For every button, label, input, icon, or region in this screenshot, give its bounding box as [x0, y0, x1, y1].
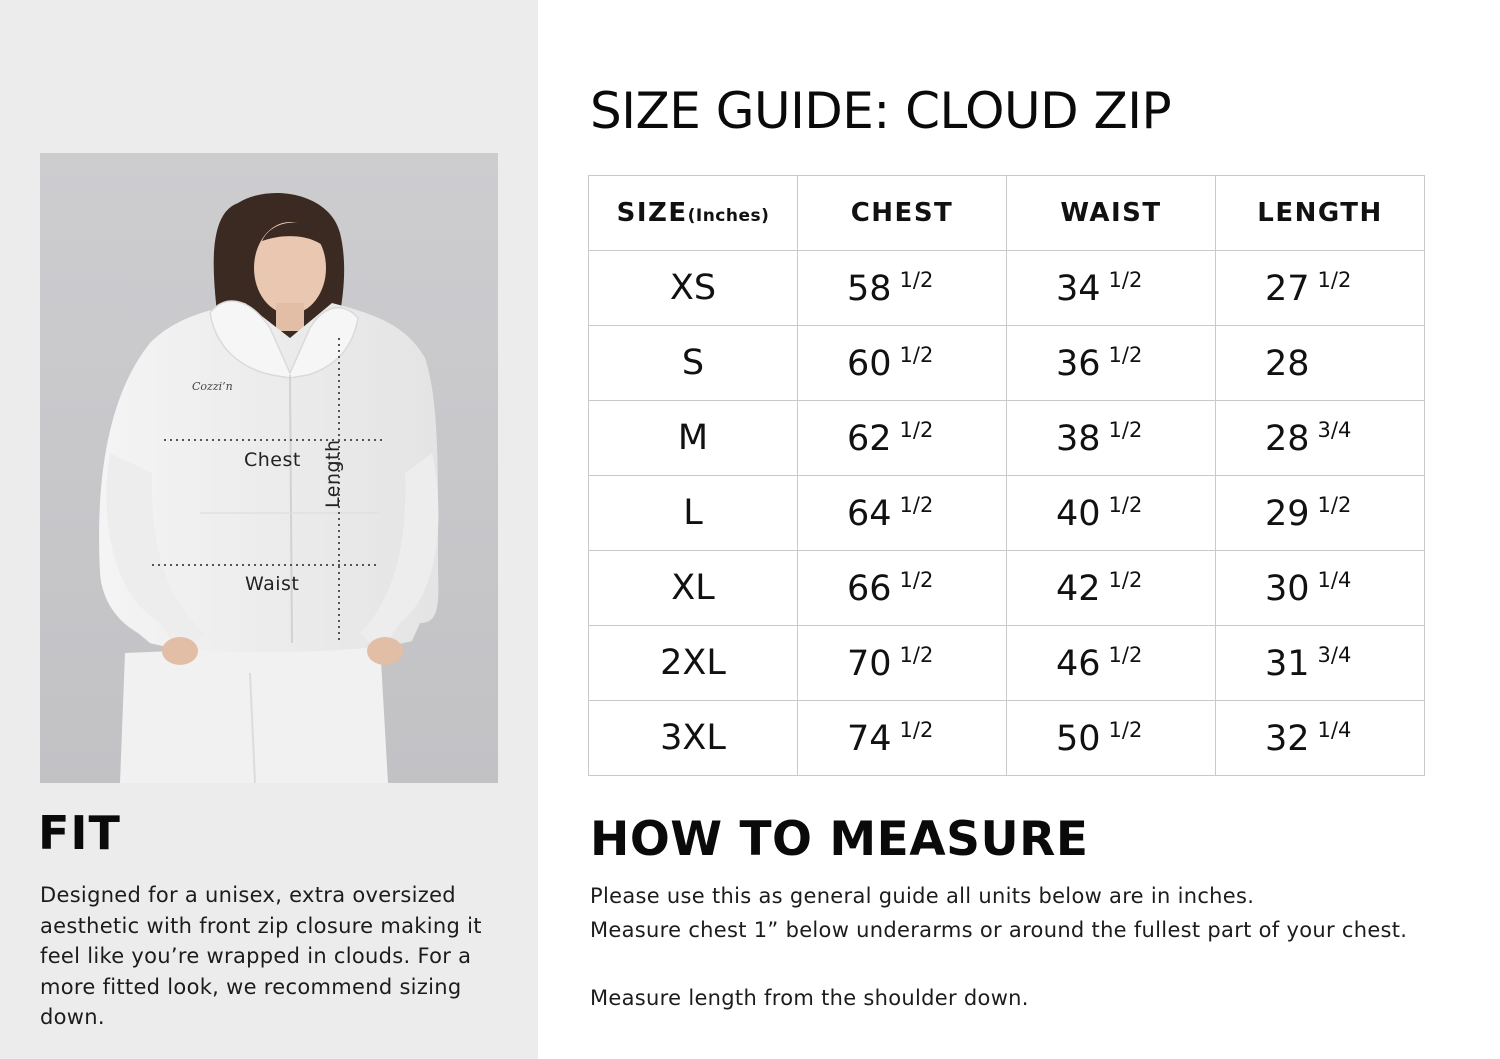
- chest-cell: 62 $^{1/2}$: [798, 401, 1007, 476]
- table-row: [589, 626, 1425, 701]
- photo-brand-logo: Cozzi’n: [192, 380, 233, 393]
- table-row: [589, 326, 1425, 401]
- waist-label: Waist: [245, 573, 300, 595]
- chest-cell: 64 $^{1/2}$: [798, 476, 1007, 551]
- length-cell: 27 $^{1/2}$: [1216, 251, 1425, 326]
- size-cell: 2XL: [589, 626, 798, 701]
- chest-cell: 70 $^{1/2}$: [798, 626, 1007, 701]
- header-length: LENGTH: [1216, 176, 1425, 251]
- size-cell: L: [589, 476, 798, 551]
- howto-line-general: Please use this as general guide all units below are in inches.: [590, 884, 1255, 908]
- chest-cell: 66 $^{1/2}$: [798, 551, 1007, 626]
- chest-cell: 74 $^{1/2}$: [798, 701, 1007, 776]
- length-cell: 28 $^{3/4}$: [1216, 401, 1425, 476]
- fit-description: Designed for a unisex, extra oversized aesthetic with front zip closure making it feel like you’re wrapped in clouds. For a more fitted look, we recommend sizing down.: [40, 883, 482, 1029]
- length-cell: 31 $^{3/4}$: [1216, 626, 1425, 701]
- waist-cell: 34 $^{1/2}$: [1007, 251, 1216, 326]
- table-row: [589, 476, 1425, 551]
- howto-line-chest: Measure chest 1” below underarms or around the fullest part of your chest.: [590, 918, 1408, 942]
- header-size: SIZE(Inches): [589, 176, 798, 251]
- table-row: [589, 701, 1425, 776]
- length-cell: 30 $^{1/4}$: [1216, 551, 1425, 626]
- length-label: Length: [322, 439, 344, 508]
- size-cell: XS: [589, 251, 798, 326]
- table-header-row: [589, 176, 1425, 251]
- howto-line-length: Measure length from the shoulder down.: [590, 986, 1029, 1010]
- header-size-unit: (Inches): [687, 206, 770, 226]
- size-table: [588, 175, 1425, 776]
- fit-title: FIT: [38, 806, 121, 860]
- fit-panel: [0, 0, 538, 1059]
- how-to-measure-title: HOW TO MEASURE: [590, 812, 1089, 867]
- waist-cell: 38 $^{1/2}$: [1007, 401, 1216, 476]
- size-guide-title: SIZE GUIDE: CLOUD ZIP: [590, 82, 1172, 140]
- table-row: [589, 401, 1425, 476]
- table-row: [589, 251, 1425, 326]
- waist-cell: 46 $^{1/2}$: [1007, 626, 1216, 701]
- waist-cell: 42 $^{1/2}$: [1007, 551, 1216, 626]
- size-cell: 3XL: [589, 701, 798, 776]
- chest-cell: 60 $^{1/2}$: [798, 326, 1007, 401]
- length-cell: 32 $^{1/4}$: [1216, 701, 1425, 776]
- product-photo: [40, 153, 498, 783]
- chest-label: Chest: [244, 449, 301, 471]
- waist-cell: 40 $^{1/2}$: [1007, 476, 1216, 551]
- header-chest: CHEST: [798, 176, 1007, 251]
- size-cell: XL: [589, 551, 798, 626]
- length-cell: 28: [1216, 326, 1425, 401]
- size-cell: M: [589, 401, 798, 476]
- length-cell: 29 $^{1/2}$: [1216, 476, 1425, 551]
- size-cell: S: [589, 326, 798, 401]
- header-waist: WAIST: [1007, 176, 1216, 251]
- waist-cell: 50 $^{1/2}$: [1007, 701, 1216, 776]
- table-row: [589, 551, 1425, 626]
- waist-cell: 36 $^{1/2}$: [1007, 326, 1216, 401]
- chest-cell: 58 $^{1/2}$: [798, 251, 1007, 326]
